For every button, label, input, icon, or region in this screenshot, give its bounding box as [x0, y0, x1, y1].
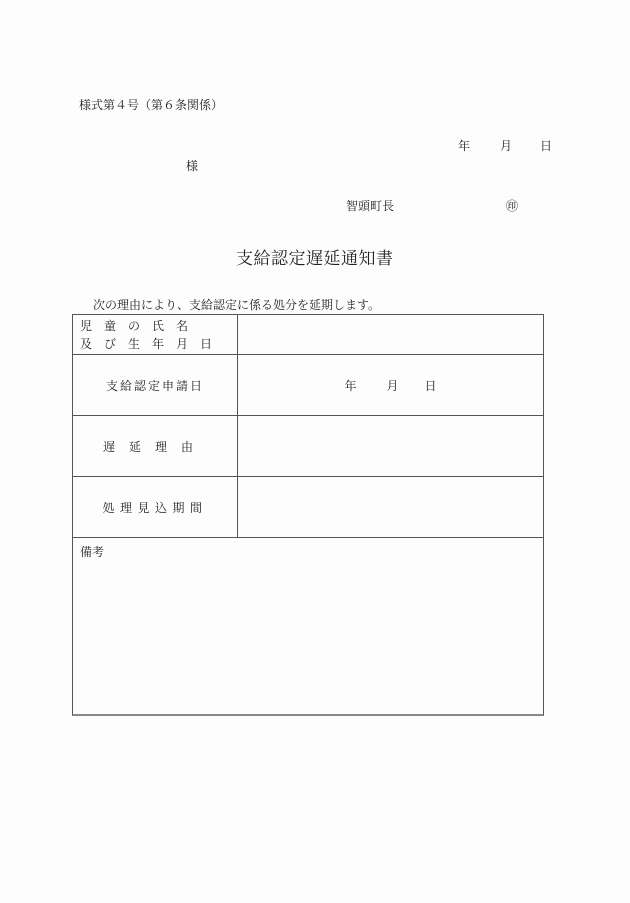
date-day-label: 日 [540, 139, 553, 153]
app-date-year-label: 年 [344, 378, 357, 393]
intro-text: 次の理由により、支給認定に係る処分を延期します。 [93, 298, 381, 312]
date-year-label: 年 [458, 139, 471, 153]
app-date-month-label: 月 [386, 378, 399, 393]
remarks-field[interactable] [73, 538, 543, 714]
notice-form-table [72, 314, 544, 716]
expected-period-field[interactable] [238, 477, 543, 537]
issue-date [458, 137, 552, 154]
label-child-name: 児 童 の 氏 名 [80, 318, 189, 333]
date-month-label: 月 [500, 139, 513, 153]
application-date-field[interactable] [238, 355, 543, 415]
label-cell [73, 315, 238, 354]
seal-icon: ㊞ [506, 199, 519, 213]
child-name-birthdate-field[interactable] [238, 315, 543, 354]
table-row-delay-reason [73, 416, 543, 477]
remarks-label: 備考 [80, 545, 105, 559]
delay-reason-field[interactable] [238, 416, 543, 476]
label-expected-period: 処理見込期間 [73, 477, 238, 537]
label-application-date: 支給認定申請日 [73, 355, 238, 415]
table-row-child-name-birthdate [73, 315, 543, 355]
document-title: 支給認定遅延通知書 [236, 249, 394, 269]
form-number: 様式第４号（第６条関係） [79, 98, 224, 112]
issuer-name: 智頭町長 [346, 199, 395, 213]
label-birthdate: 及 び 生 年 月 日 [80, 336, 213, 351]
app-date-day-label: 日 [424, 378, 437, 393]
label-delay-reason: 遅延理由 [73, 416, 238, 476]
table-row-application-date [73, 355, 543, 416]
addressee-suffix: 様 [186, 159, 199, 173]
table-row-expected-period [73, 477, 543, 538]
